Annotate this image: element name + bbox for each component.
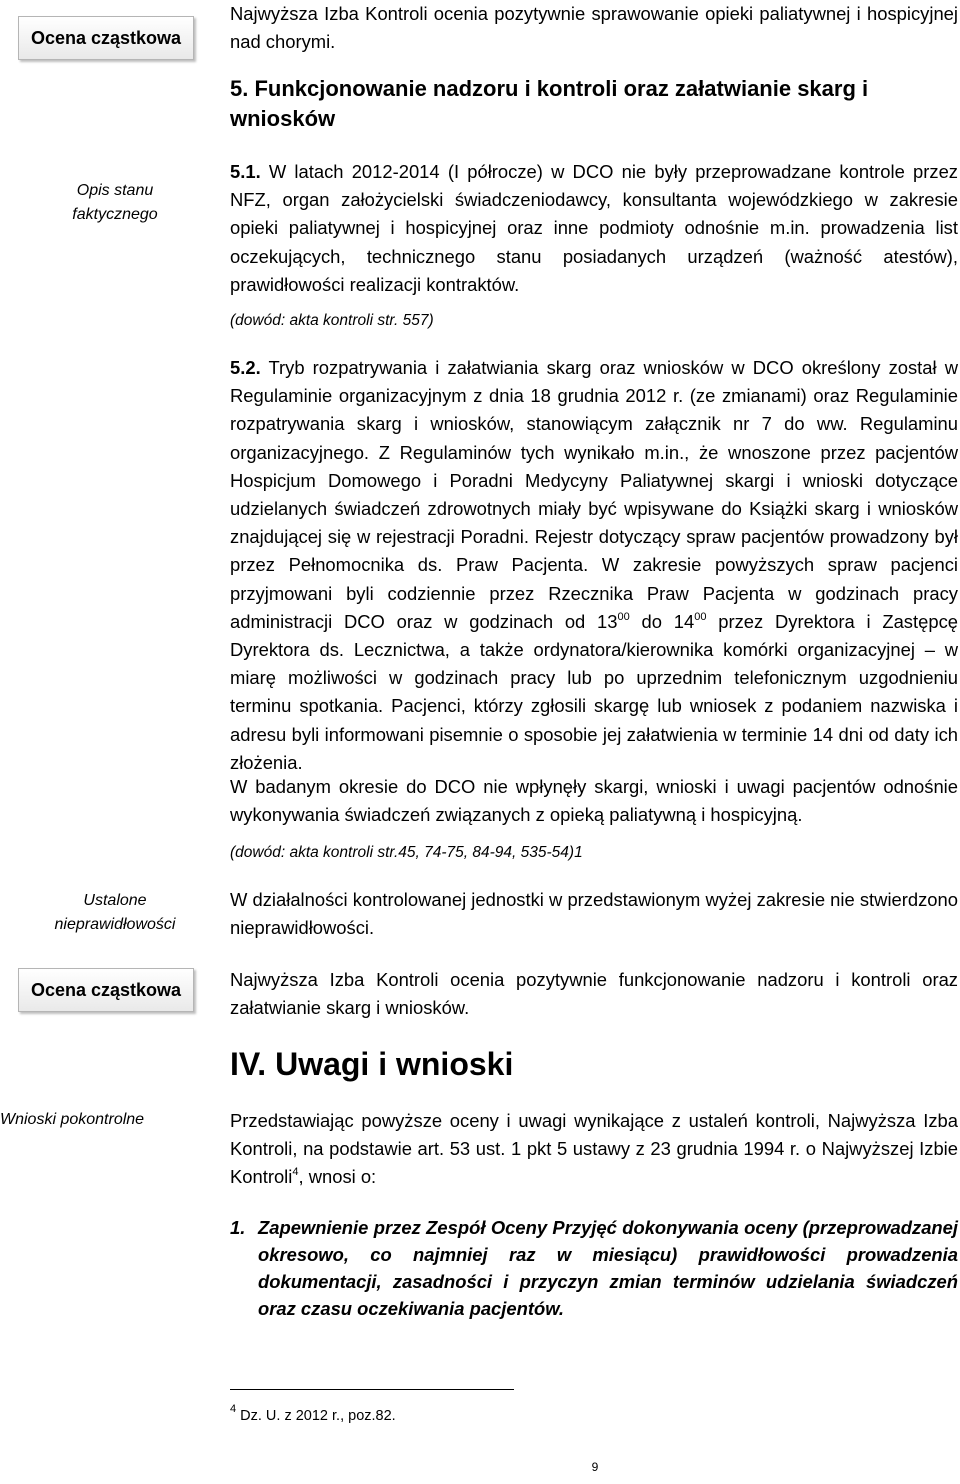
evidence-note-1: (dowód: akta kontroli str. 557) — [230, 312, 434, 329]
conclusion-item-number: 1. — [230, 1217, 246, 1238]
no-complaints-text: W badanym okresie do DCO nie wpłynęły skargi, wnioski i uwagi pacjentów odnośnie wykonywania świadczeń związanych z opieką paliatywną i hospicyjną. — [230, 776, 958, 826]
conclusion-item-text: Zapewnienie przez Zespół Oceny Przyjęć dokonywania oceny (przeprowadzanej okresowo, co najmniej raz w miesiącu) prawidłowości prowadzenia dokumentacji, zasadności i przyczyn zmian terminów udzielania świadczeń oraz czasu oczekiwania pacjentów. — [258, 1217, 958, 1319]
intro-assessment-text: Najwyższa Izba Kontroli ocenia pozytywnie sprawowanie opieki paliatywnej i hospicyjnej nad chorymi. — [230, 3, 958, 53]
conclusions-intro-text-a: Przedstawiając powyższe oceny i uwagi wynikające z ustaleń kontroli, Najwyższa Izba Kontroli, na podstawie art. 53 ust. 1 pkt 5 ustawy z 23 grudnia 1994 r. o Najwyższej Izbie Kontroli — [230, 1110, 958, 1188]
paragraph-5-1-text: W latach 2012-2014 (I półrocze) w DCO nie były przeprowadzane kontrole przez NFZ, organ założycielski świadczeniodawcy, konsultanta wojewódzkiego w zakresie opieki paliatywnej i hospicyjnej oraz inne podmioty odnośnie m.in. prowadzenia list oczekujących, technicznego stanu posiadanych urządzeń (ważność atestów), prawidłowości realizacji kontraktów. — [230, 161, 958, 295]
section-assessment-paragraph — [230, 966, 958, 1022]
paragraph-5-2 — [230, 354, 958, 777]
section-assessment-text: Najwyższa Izba Kontroli ocenia pozytywnie funkcjonowanie nadzoru i kontroli oraz załatwianie skarg i wniosków. — [230, 969, 958, 1019]
post-audit-conclusions-label: Wnioski pokontrolne — [0, 1111, 145, 1128]
intro-assessment-paragraph — [230, 0, 958, 56]
section-5-heading: 5. Funkcjonowanie nadzoru i kontroli oraz załatwianie skarg i wniosków — [230, 76, 869, 131]
footnote-ref-4: 4 — [292, 1166, 299, 1179]
paragraph-5-2-number: 5.2. — [230, 357, 261, 378]
footnote-text: Dz. U. z 2012 r., poz.82. — [236, 1408, 396, 1424]
partial-assessment-label-top: Ocena cząstkowa — [18, 16, 194, 60]
time-superscript-2: 00 — [694, 610, 707, 623]
footnote-marker: 4 — [230, 1403, 237, 1415]
paragraph-5-2-text-b: do 14 — [629, 610, 695, 632]
no-irregularities-text: W działalności kontrolowanej jednostki w przedstawionym wyżej zakresie nie stwierdzono nieprawidłowości. — [230, 889, 958, 939]
irregularities-label-line2: nieprawidłowości — [54, 916, 176, 933]
page-number: 9 — [591, 1460, 599, 1474]
no-irregularities-paragraph — [230, 886, 958, 942]
paragraph-5-2-text-a: Tryb rozpatrywania i załatwiania skarg oraz wniosków w DCO określony został w Regulaminie organizacyjnym z dnia 18 grudnia 2012 r. (ze zmianami) oraz Regulaminie rozpatrywania skarg i wniosków, stanowiącym załącznik nr 7 do ww. Regulaminu organizacyjnego. Z Regulaminów tych wynikało m.in., że wnoszone przez pacjentów Hospicjum Domowego i Poradni Medycyny Paliatywnej skargi i wnioski dotyczące udzielanych świadczeń zdrowotnych miały być wpisywane do Książki skarg i wniosków znajdującej się w rejestracji Poradni. Rejestr dotyczący spraw pacjentów prowadzony był przez Pełnomocnika ds. Praw Pacjenta. W zakresie powyższych spraw pacjenci przyjmowani byli codziennie przez Rzecznika Praw Pacjenta w godzinach pracy administracji DCO oraz w godzinach od 13 — [230, 357, 958, 632]
conclusions-intro-paragraph — [230, 1107, 958, 1192]
conclusion-item-1 — [230, 1214, 958, 1322]
irregularities-label — [40, 889, 190, 937]
paragraph-5-1 — [230, 158, 958, 299]
facts-label-line1: Opis stanu — [76, 182, 154, 199]
footnote-separator — [230, 1389, 514, 1390]
paragraph-no-complaints — [230, 773, 958, 829]
facts-label-line2: faktycznego — [72, 206, 158, 223]
irregularities-label-line1: Ustalone — [83, 892, 147, 909]
conclusions-intro-text-b: , wnosi o: — [298, 1166, 377, 1188]
partial-assessment-label-bottom: Ocena cząstkowa — [18, 968, 194, 1012]
section-iv-heading: IV. Uwagi i wnioski — [230, 1046, 514, 1082]
footnote — [230, 1403, 396, 1426]
facts-description-label — [40, 179, 190, 227]
evidence-note-2: (dowód: akta kontroli str.45, 74-75, 84-94, 535-54)1 — [230, 844, 583, 861]
paragraph-5-2-text-c: przez Dyrektora i Zastępcę Dyrektora ds. Lecznictwa, a także ordynatora/kierownika komórki organizacyjnej – w miarę możliwości w godzinach pracy lub po uprzednim telefonicznym uzgodnieniu terminu spotkania. Pacjenci, którzy zgłosili skargę lub wniosek z podaniem nazwiska i adresu byli informowani pisemnie o sposobie jej załatwienia w terminie 14 dni od daty ich złożenia. — [230, 610, 958, 773]
time-superscript-1: 00 — [617, 610, 630, 623]
paragraph-5-1-number: 5.1. — [230, 161, 261, 182]
